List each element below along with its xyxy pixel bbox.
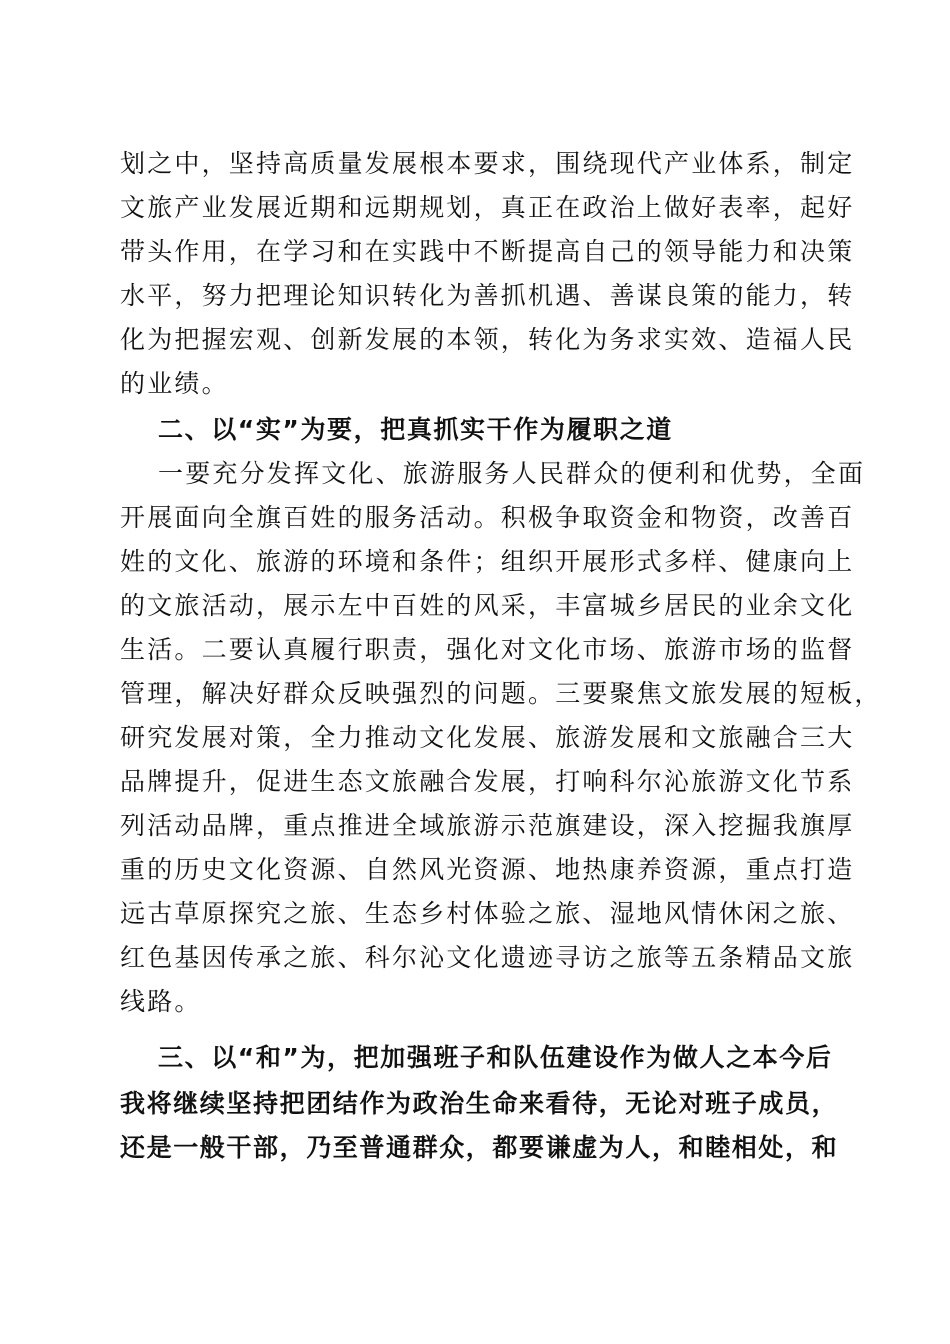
bold-paragraph-line: 还是一般干部，乃至普通群众，都要谦虚为人，和睦相处，和	[120, 1133, 839, 1162]
section-heading-3: 三、以“和”为，把加强班子和队伍建设作为做人之本今后	[158, 1043, 833, 1072]
paragraph-line: 姓的文化、旅游的环境和条件；组织开展形式多样、健康向上	[120, 547, 855, 576]
paragraph-line: 列活动品牌，重点推进全域旅游示范旗建设，深入挖掘我旗厚	[120, 811, 855, 840]
paragraph-line: 化为把握宏观、创新发展的本领，转化为务求实效、造福人民	[120, 325, 855, 354]
paragraph-line: 远古草原探究之旅、生态乡村体验之旅、湿地风情休闲之旅、	[120, 899, 855, 928]
bold-paragraph-line: 我将继续坚持把团结作为政治生命来看待，无论对班子成员，	[120, 1089, 839, 1118]
paragraph-line: 红色基因传承之旅、科尔沁文化遗迹寻访之旅等五条精品文旅	[120, 943, 855, 972]
paragraph-line: 水平，努力把理论知识转化为善抓机遇、善谋良策的能力，转	[120, 281, 855, 310]
paragraph-line: 文旅产业发展近期和远期规划，真正在政治上做好表率，起好	[120, 193, 855, 222]
paragraph-line: 重的历史文化资源、自然风光资源、地热康养资源，重点打造	[120, 855, 855, 884]
paragraph-line: 带头作用，在学习和在实践中不断提高自己的领导能力和决策	[120, 237, 855, 266]
paragraph-line: 的业绩。	[120, 369, 229, 398]
paragraph-line: 研究发展对策，全力推动文化发展、旅游发展和文旅融合三大	[120, 723, 855, 752]
paragraph-line: 开展面向全旗百姓的服务活动。积极争取资金和物资，改善百	[120, 503, 855, 532]
paragraph-line: 品牌提升，促进生态文旅融合发展，打响科尔沁旅游文化节系	[120, 767, 855, 796]
paragraph-line: 生活。二要认真履行职责，强化对文化市场、旅游市场的监督	[120, 635, 855, 664]
paragraph-line: 管理，解决好群众反映强烈的问题。三要聚焦文旅发展的短板，	[120, 679, 882, 708]
paragraph-line: 的文旅活动，展示左中百姓的风采，丰富城乡居民的业余文化	[120, 591, 855, 620]
paragraph-line: 线路。	[120, 987, 202, 1016]
paragraph-line: 划之中，坚持高质量发展根本要求，围绕现代产业体系，制定	[120, 149, 855, 178]
paragraph-line: 一要充分发挥文化、旅游服务人民群众的便利和优势，全面	[158, 459, 866, 488]
section-heading-2: 二、以“实”为要，把真抓实干作为履职之道	[158, 415, 673, 444]
